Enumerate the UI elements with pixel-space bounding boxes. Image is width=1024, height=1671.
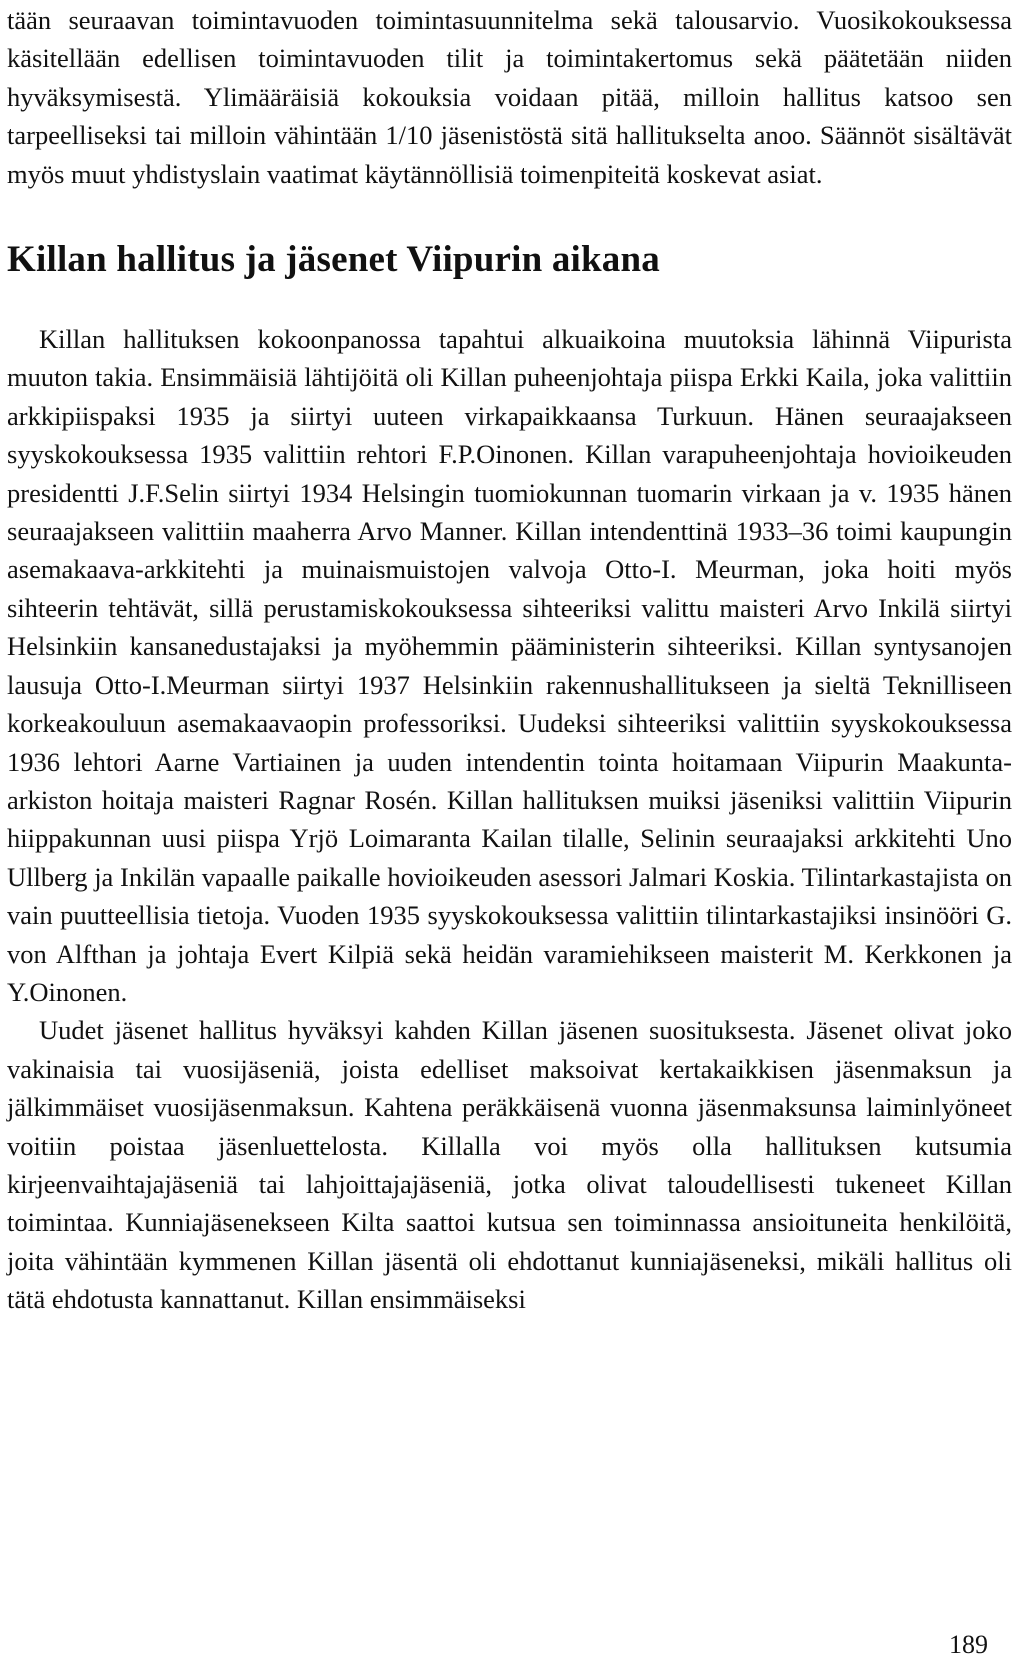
section-paragraph-2: Uudet jäsenet hallitus hyväksyi kahden Killan jäsenen suosituksesta. Jäsenet olivat joko vakinaisia tai vuosijäseniä, joista edelliset maksoivat kertakaikkisen jäsenmaksun ja jälkimmäiset vuosijäsenmaksun. Kahtena peräkkäisenä vuonna jäsenmaksunsa laiminlyöneet voitiin poistaa jäsenluettelosta. Killalla voi myös olla hallituksen kutsumia kirjeenvaihtajajäseniä tai lahjoittajajäseniä, jotka olivat taloudellisesti tukeneet Killan toimintaa. Kunniajäsenekseen Kilta saattoi kutsua sen toiminnassa ansioituneita henkilöitä, joita vähintään kymmenen Killan jäsentä oli ehdottanut kunniajäseneksi, mikäli hallitus oli tätä ehdotusta kannattanut. Killan ensimmäiseksi (7, 1015, 1012, 1315)
intro-paragraph: tään seuraavan toimintavuoden toimintasuunnitelma sekä talousarvio. Vuosikokouksessa käsitellään edellisen toimintavuoden tilit ja toimintakertomus sekä päätetään niiden hyväksymisestä. Ylimääräisiä kokouksia voidaan pitää, milloin hallitus katsoo sen tarpeelliseksi tai milloin vähintään 1/10 jäsenistöstä sitä hallitukselta anoo. Säännöt sisältävät myös muut yhdistyslain vaatimat käytännöllisiä toimenpiteitä koskevat asiat. (7, 5, 1012, 189)
section-heading: Killan hallitus ja jäsenet Viipurin aikana (7, 239, 660, 281)
page-body (7, 0, 1012, 1319)
section-paragraph-1: Killan hallituksen kokoonpanossa tapahtui alkuaikoina muutoksia lähinnä Viipurista muuton takia. Ensimmäisiä lähtijöitä oli Killan puheenjohtaja piispa Erkki Kaila, joka valittiin arkkipiispaksi 1935 ja siirtyi uuteen virkapaikkaansa Turkuun. Hänen seuraajakseen syyskokouksessa 1935 valittiin rehtori F.P.Oinonen. Killan varapuheenjohtaja hovioikeuden presidentti J.F.Selin siirtyi 1934 Helsingin tuomiokunnan tuomarin virkaan ja v. 1935 hänen seuraajakseen valittiin maaherra Arvo Manner. Killan intendenttinä 1933–36 toimi kaupungin asemakaava-arkkitehti ja muinaismuistojen valvoja Otto-I. Meurman, joka hoiti myös sihteerin tehtävät, sillä perustamiskokouksessa sihteeriksi valittu maisteri Arvo Inkilä siirtyi Helsinkiin kansanedustajaksi ja myöhemmin pääministerin sihteeriksi. Killan syntysanojen lausuja Otto-I.Meurman siirtyi 1937 Helsinkiin rakennushallitukseen ja sieltä Teknilliseen korkeakouluun asemakaavaopin professoriksi. Uudeksi sihteeriksi valittiin syyskokouksessa 1936 lehtori Aarne Vartiainen ja uuden intendentin tointa hoitamaan Viipurin Maakunta-arkiston hoitaja maisteri Ragnar Rosén. Killan hallituksen muiksi jäseniksi valittiin Viipurin hiippakunnan uusi piispa Yrjö Loimaranta Kailan tilalle, Selinin seuraajaksi arkkitehti Uno Ullberg ja Inkilän vapaalle paikalle hovioikeuden asessori Jalmari Koskia. Tilintarkastajista on vain puutteellisia tietoja. Vuoden 1935 syyskokouksessa valittiin tilintarkastajiksi insinööri G. von Alfthan ja johtaja Evert Kilpiä sekä heidän varamiehikseen maisterit M. Kerkkonen ja Y.Oinonen. (7, 324, 1012, 1007)
section-body (7, 320, 1012, 1319)
page-number: 189 (949, 1630, 988, 1659)
